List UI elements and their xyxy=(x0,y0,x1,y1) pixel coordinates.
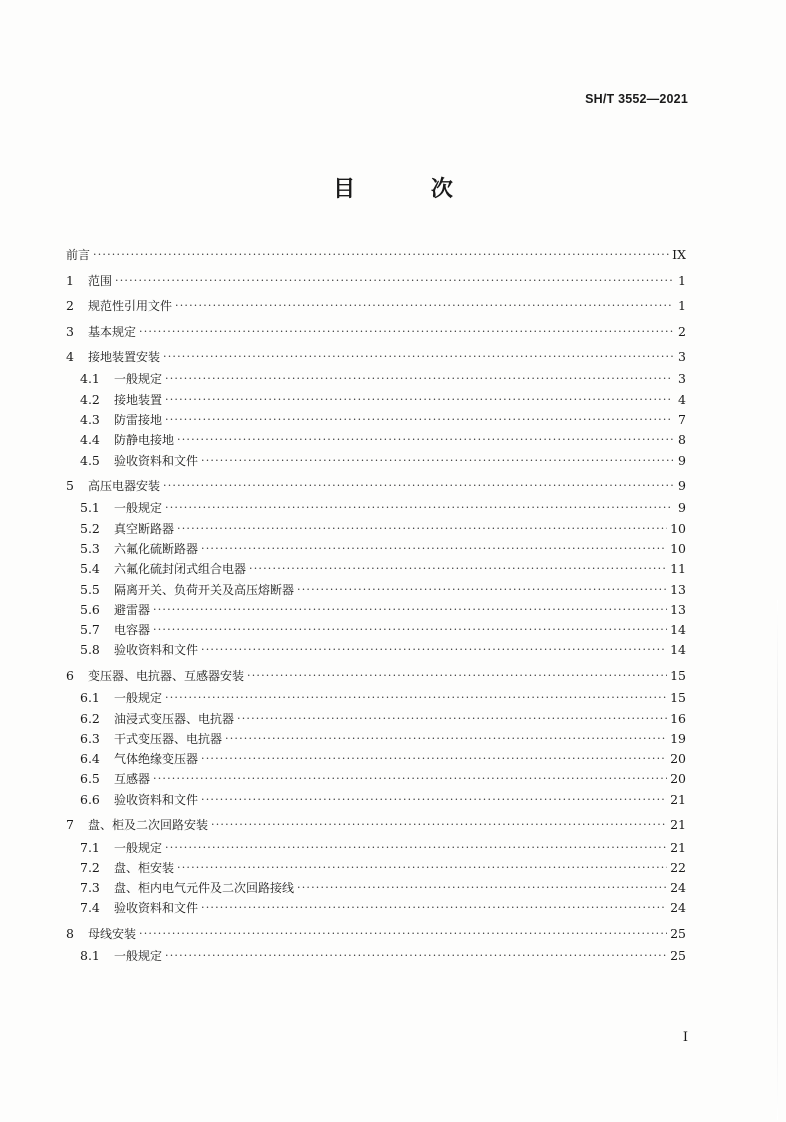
toc-title: 目 次 xyxy=(333,177,487,202)
toc-entry-number: 8 xyxy=(66,925,74,941)
toc-entry[interactable] xyxy=(66,520,686,538)
toc-entry-page: 4 xyxy=(678,391,686,407)
toc-entry-label: 避雷器 xyxy=(114,602,151,617)
toc-entry-number: 5.8 xyxy=(80,642,100,658)
toc-entry[interactable] xyxy=(66,560,686,578)
toc-dot-leader xyxy=(201,452,673,470)
toc-entry-page: 9 xyxy=(678,478,686,493)
toc-entry-page: 19 xyxy=(670,730,686,746)
toc-dot-leader xyxy=(177,520,667,538)
toc-entry-number: 2 xyxy=(66,298,74,313)
toc-entry-page: 20 xyxy=(670,771,686,787)
toc-entry[interactable] xyxy=(66,947,686,965)
toc-entry-label: 接地装置 xyxy=(114,392,163,407)
toc-entry[interactable] xyxy=(66,621,686,639)
toc-entry-label: 防静电接地 xyxy=(114,433,175,448)
toc-entry[interactable] xyxy=(66,859,686,877)
toc-entry[interactable] xyxy=(66,899,686,917)
toc-dot-leader xyxy=(175,297,673,315)
toc-entry-label: 一般规定 xyxy=(114,372,163,387)
toc-entry-number: 7 xyxy=(66,817,74,833)
toc-entry-page: 13 xyxy=(670,581,686,597)
toc-entry-number: 5.3 xyxy=(80,540,100,556)
toc-entry[interactable] xyxy=(66,750,686,768)
toc-dot-leader xyxy=(115,272,673,290)
toc-entry[interactable] xyxy=(66,791,686,809)
toc-dot-leader xyxy=(165,499,673,517)
toc-dot-leader xyxy=(201,899,667,917)
toc-entry-label: 接地装置安装 xyxy=(88,350,161,364)
toc-entry-label: 一般规定 xyxy=(114,501,163,516)
toc-entry[interactable] xyxy=(66,730,686,748)
toc-entry-page: 25 xyxy=(670,925,686,941)
toc-entry-number: 7.1 xyxy=(80,839,100,855)
toc-dot-leader xyxy=(225,730,667,748)
toc-entry[interactable] xyxy=(66,581,686,599)
toc-entry-number: 8.1 xyxy=(80,948,100,964)
toc-entry-label: 电容器 xyxy=(114,623,151,638)
toc-entry-label: 范围 xyxy=(88,273,113,288)
toc-entry-page: 10 xyxy=(670,540,686,556)
toc-entry[interactable] xyxy=(66,925,686,943)
toc-entry-page: IX xyxy=(672,247,686,262)
toc-entry[interactable] xyxy=(66,770,686,788)
toc-entry-label: 盘、柜内电气元件及二次回路接线 xyxy=(114,881,295,896)
toc-entry[interactable] xyxy=(66,641,686,659)
toc-entry-number: 6.5 xyxy=(80,771,100,787)
toc-dot-leader xyxy=(211,816,667,834)
toc-dot-leader xyxy=(165,839,667,857)
toc-entry-label: 真空断路器 xyxy=(114,521,175,536)
toc-entry-number: 5.1 xyxy=(80,500,100,516)
toc-entry-label: 盘、柜安装 xyxy=(114,860,175,875)
toc-entry-number: 5.4 xyxy=(80,561,100,577)
toc-entry-number: 7.3 xyxy=(80,880,100,896)
toc-entry[interactable] xyxy=(66,499,686,517)
toc-entry-page: 22 xyxy=(670,859,686,875)
toc-entry-page: 16 xyxy=(670,710,686,726)
toc-entry-page: 3 xyxy=(678,371,686,387)
toc-entry-label: 一般规定 xyxy=(114,949,163,964)
toc-dot-leader xyxy=(297,581,667,599)
toc-entry[interactable] xyxy=(66,601,686,619)
toc-entry-number: 4.4 xyxy=(80,432,100,448)
toc-entry-page: 24 xyxy=(670,900,686,916)
toc-entry-label: 盘、柜及二次回路安装 xyxy=(88,818,209,833)
toc-entry-page: 25 xyxy=(670,948,686,964)
toc-dot-leader xyxy=(201,791,667,809)
toc-dot-leader xyxy=(201,641,667,659)
toc-entry-number: 6.6 xyxy=(80,791,100,807)
toc-dot-leader xyxy=(139,925,667,943)
toc-entry-number: 4.2 xyxy=(80,391,100,407)
toc-entry-label: 验收资料和文件 xyxy=(114,643,199,658)
toc-entry[interactable] xyxy=(66,667,686,685)
toc-dot-leader xyxy=(177,431,673,449)
toc-entry[interactable] xyxy=(66,431,686,449)
toc-entry-label: 变压器、电抗器、互感器安装 xyxy=(88,668,245,683)
toc-entry[interactable] xyxy=(66,246,686,264)
toc-dot-leader xyxy=(93,246,669,264)
toc-dot-leader xyxy=(165,689,667,707)
toc-dot-leader xyxy=(297,879,667,897)
toc-entry-label: 干式变压器、电抗器 xyxy=(114,731,223,746)
toc-entry[interactable] xyxy=(66,370,686,388)
document-code: SH/T 3552—2021 xyxy=(585,92,688,106)
toc-dot-leader xyxy=(201,540,667,558)
toc-dot-leader xyxy=(201,750,667,768)
toc-dot-leader xyxy=(177,859,667,877)
toc-entry-number: 5.7 xyxy=(80,622,100,638)
toc-entry[interactable] xyxy=(66,477,686,495)
toc-entry[interactable] xyxy=(66,348,686,366)
page-number: I xyxy=(682,1030,688,1045)
toc-entry-label: 基本规定 xyxy=(88,324,137,339)
toc-dot-leader xyxy=(163,477,673,495)
toc-entry-label: 一般规定 xyxy=(114,691,163,706)
toc-dot-leader xyxy=(165,391,673,409)
toc-entry-label: 一般规定 xyxy=(114,840,163,855)
toc-entry-page: 13 xyxy=(670,601,686,617)
toc-entry[interactable] xyxy=(66,297,686,315)
toc-entry-page: 14 xyxy=(670,642,686,658)
toc-entry[interactable] xyxy=(66,839,686,857)
toc-entry-page: 9 xyxy=(678,452,686,468)
scan-edge-line xyxy=(777,600,778,1120)
toc-entry-page: 10 xyxy=(670,520,686,536)
toc-dot-leader xyxy=(165,411,673,429)
toc-dot-leader xyxy=(163,348,673,366)
toc-entry-label: 前言 xyxy=(66,248,91,262)
toc-entry-number: 4.3 xyxy=(80,411,100,427)
toc-entry-number: 6.1 xyxy=(80,690,100,706)
toc-entry-page: 15 xyxy=(670,690,686,706)
toc-entry-number: 7.4 xyxy=(80,900,100,916)
toc-entry[interactable] xyxy=(66,710,686,728)
toc-entry[interactable] xyxy=(66,689,686,707)
toc-entry-label: 互感器 xyxy=(114,772,151,787)
toc-entry[interactable] xyxy=(66,411,686,429)
toc-dot-leader xyxy=(165,947,667,965)
toc-entry-page: 20 xyxy=(670,751,686,767)
toc-entry-page: 11 xyxy=(670,561,686,577)
toc-dot-leader xyxy=(165,370,673,388)
toc-entry-page: 9 xyxy=(678,500,686,516)
toc-entry-page: 7 xyxy=(678,411,686,427)
toc-entry-page: 3 xyxy=(678,349,686,364)
toc-entry[interactable] xyxy=(66,816,686,834)
toc-entry-number: 6.3 xyxy=(80,730,100,746)
toc-entry-page: 15 xyxy=(670,667,686,683)
toc-dot-leader xyxy=(247,667,667,685)
toc-entry[interactable] xyxy=(66,879,686,897)
toc-entry-page: 2 xyxy=(678,323,686,339)
toc-entry[interactable] xyxy=(66,540,686,558)
toc-entry-label: 油浸式变压器、电抗器 xyxy=(114,711,235,726)
toc-dot-leader xyxy=(153,770,667,788)
toc-entry-number: 4 xyxy=(66,349,74,364)
toc-entry[interactable] xyxy=(66,323,686,341)
toc-entry-page: 8 xyxy=(678,432,686,448)
toc-entry-number: 5.2 xyxy=(80,520,100,536)
toc-entry-number: 3 xyxy=(66,323,74,339)
toc-dot-leader xyxy=(153,601,667,619)
toc-entry-label: 气体绝缘变压器 xyxy=(114,752,199,767)
toc-entry-number: 4.5 xyxy=(80,452,100,468)
toc-entry-number: 5.5 xyxy=(80,581,100,597)
toc-entry-label: 母线安装 xyxy=(88,926,137,941)
toc-entry-page: 21 xyxy=(670,817,686,833)
toc-entry-number: 5 xyxy=(66,478,74,493)
toc-dot-leader xyxy=(237,710,667,728)
toc-dot-leader xyxy=(153,621,667,639)
toc-entry-number: 7.2 xyxy=(80,859,100,875)
toc-dot-leader xyxy=(249,560,667,578)
toc-entry-number: 5.6 xyxy=(80,601,100,617)
toc-entry-number: 1 xyxy=(66,272,74,288)
toc-entry-label: 验收资料和文件 xyxy=(114,453,199,468)
toc-entry-number: 4.1 xyxy=(80,371,100,387)
toc-entry-page: 21 xyxy=(670,839,686,855)
toc-entry-number: 6.2 xyxy=(80,710,100,726)
toc-entry-label: 隔离开关、负荷开关及高压熔断器 xyxy=(114,582,295,597)
toc-entry-page: 21 xyxy=(670,791,686,807)
toc-entry-number: 6.4 xyxy=(80,751,100,767)
toc-entry-page: 1 xyxy=(678,272,686,288)
toc-entry[interactable] xyxy=(66,452,686,470)
toc-entry-page: 14 xyxy=(670,622,686,638)
toc-dot-leader xyxy=(139,323,673,341)
toc-entry-label: 验收资料和文件 xyxy=(114,792,199,807)
toc-entry-label: 六氟化硫封闭式组合电器 xyxy=(114,562,247,577)
toc-entry-label: 规范性引用文件 xyxy=(88,299,173,313)
toc-entry-page: 1 xyxy=(678,298,686,313)
toc-entry-label: 验收资料和文件 xyxy=(114,901,199,916)
toc-entry-label: 防雷接地 xyxy=(114,412,163,427)
toc-entry-page: 24 xyxy=(670,880,686,896)
toc-entry-label: 高压电器安装 xyxy=(88,479,161,493)
toc-entry-number: 6 xyxy=(66,667,74,683)
toc-entry-label: 六氟化硫断路器 xyxy=(114,541,199,556)
toc-entry[interactable] xyxy=(66,272,686,290)
toc-entry[interactable] xyxy=(66,391,686,409)
